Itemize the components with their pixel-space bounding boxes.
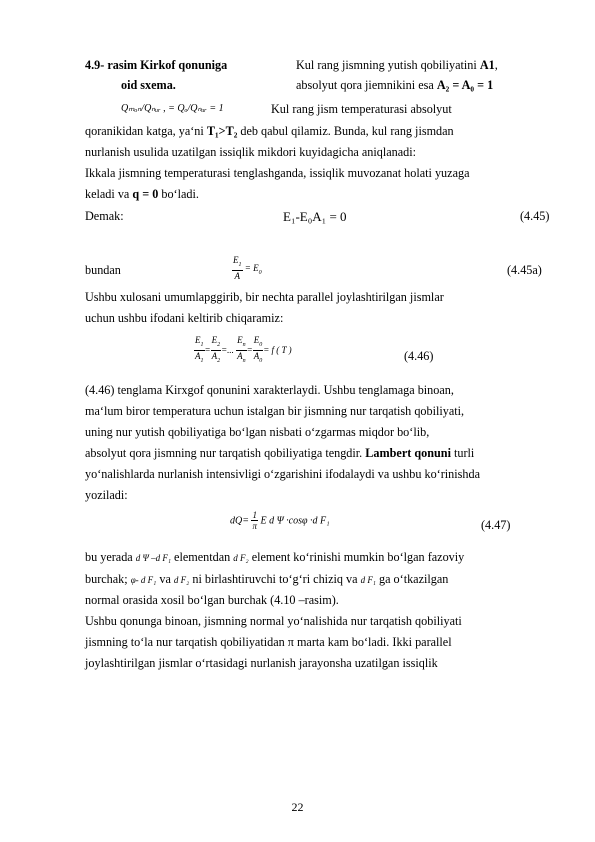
- text-line-1: Kul rang jismning yutish qobiliyatini A1,: [296, 58, 498, 72]
- text-line-6: Ikkala jismning temperaturasi tenglashganda, issiqlik muvozanat holati yuzaga: [85, 166, 470, 180]
- text-line-9: uchun ushbu ifodani keltirib chiqaramiz:: [85, 311, 284, 325]
- text-line-18: normal orasida xosil bo‘lgan burchak (4.10 –rasim).: [85, 593, 339, 607]
- text-line-15: yoziladi:: [85, 488, 128, 502]
- text-line-16: bu yerada d Ψ –d F₁ elementdan d F₂ element ko‘rinishi mumkin bo‘lgan fazoviy: [85, 550, 465, 564]
- text-line-12: uning nur yutish qobiliyatiga bo‘lgan nisbati o‘zgarmas miqdor bo‘lib,: [85, 425, 430, 439]
- figure-caption-2: oid sxema.: [121, 78, 176, 92]
- figure-caption: 4.9- rasim Kirkof qonuniga: [85, 58, 228, 72]
- text-line-5: nurlanish usulida uzatilgan issiqlik mikdori kuyidagicha aniqlanadi:: [85, 145, 417, 159]
- text-line-7: keladi va q = 0 bo‘ladi.: [85, 187, 199, 201]
- text-line-10: (4.46) tenglama Kirxgof qonunini xarakterlaydi. Ushbu tenglamaga binoan,: [85, 383, 454, 397]
- figure-subformula: Qₘₒₙ/Qₙᵤᵣ , = Qₒ/Qₙᵤᵣ = 1: [121, 103, 224, 114]
- equation-number-4-45: (4.45): [520, 209, 550, 223]
- equation-4-45a: $\frac{E_1}{A}$ = $E_0$: [233, 255, 262, 281]
- text-line-17: burchak; φ- d F₁ va d F₂ ni birlashtiruvchi to‘g‘ri chiziq va d F₁ ga o‘tkazilgan: [85, 572, 449, 586]
- equation-number-4-47: (4.47): [481, 518, 511, 532]
- equation-number-4-45a: (4.45a): [507, 263, 542, 277]
- text-line-11: ma‘lum biror temperatura uchun istalgan bir jismning nur tarqatish qobiliyati,: [85, 404, 465, 418]
- text-line-21: joylashtirilgan jismlar o‘rtasidagi nurlanish jarayonsha uzatilgan issiqlik: [85, 656, 438, 670]
- text-line-2: absolyut qora jiemnikini esa A₂ = A₀ = 1: [296, 78, 494, 92]
- demak-label: Demak:: [85, 209, 124, 223]
- bundan-label: bundan: [85, 263, 121, 277]
- text-line-4: qoranikidan katga, ya‘ni T₁>T₂ deb qabul qilamiz. Bunda, kul rang jismdan: [85, 124, 454, 138]
- text-line-14: yo‘nalishlarda nurlanish intensivligi o‘zgarishini ifodalaydi va ushbu ko‘rinishda: [85, 467, 480, 481]
- page-number: 22: [291, 800, 304, 814]
- equation-number-4-46: (4.46): [404, 349, 434, 363]
- equation-4-46: $\frac{E_1}{A_1}$ = $\frac{E_2}{A_2}$ =... $\frac{E_n}{A_n}$ = $\frac{E_0}{A_0}$ = f ( T ): [195, 335, 292, 364]
- text-line-13: absolyut qora jismning nur tarqatish qobiliyatiga tengdir. Lambert qonuni turli: [85, 446, 475, 460]
- text-line-19: Ushbu qonunga binoan, jismning normal yo‘nalishida nur tarqatish qobiliyati: [85, 614, 462, 628]
- text-line-20: jismning to‘la nur tarqatish qobiliyatidan π marta kam bo‘ladi. Ikki parallel: [85, 635, 452, 649]
- text-line-3: Kul rang jism temperaturasi absolyut: [271, 102, 452, 116]
- equation-4-47: dQ= $\frac{1}{\pi}$ E d Ψ ·cosφ ·d F₁: [230, 510, 330, 531]
- equation-4-45: E₁-E₀A₁ = 0: [283, 209, 347, 224]
- text-line-8: Ushbu xulosani umumlapggirib, bir nechta parallel joylashtirilgan jismlar: [85, 290, 444, 304]
